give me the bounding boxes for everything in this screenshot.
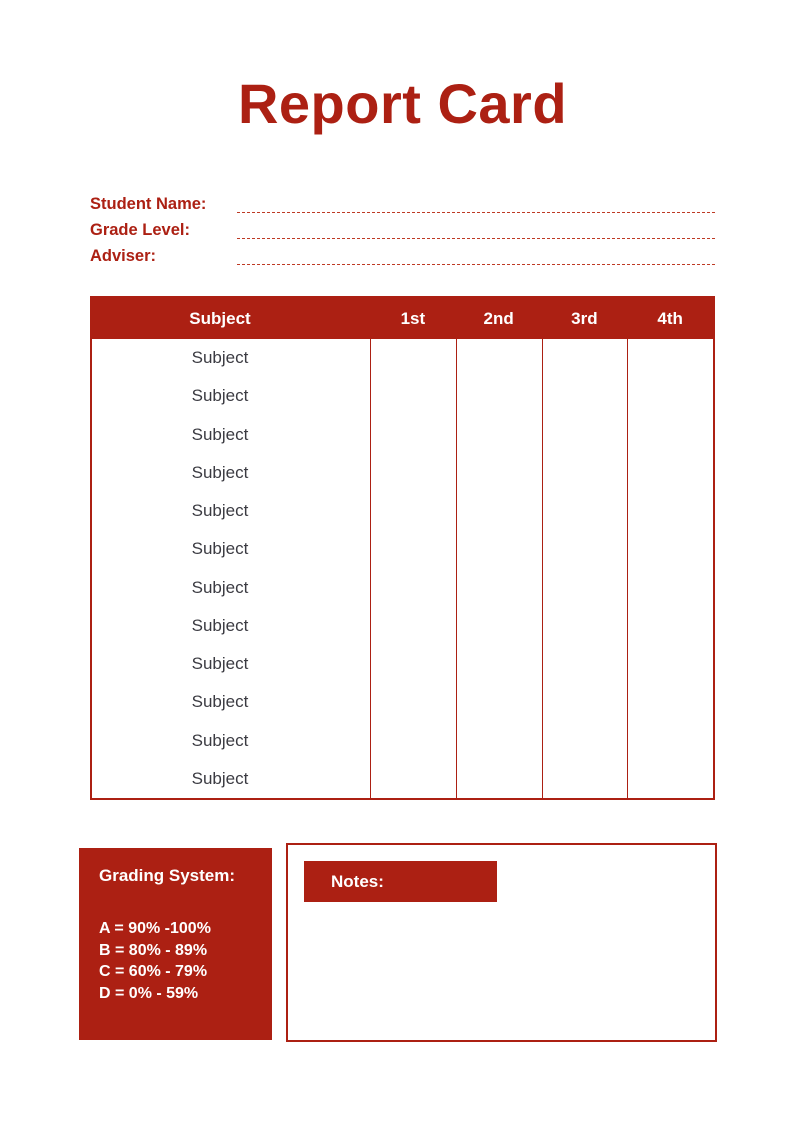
grade-cell-1st[interactable] — [370, 530, 456, 568]
table-row — [92, 377, 713, 415]
grade-scale-a: A = 90% -100% — [99, 920, 211, 937]
grade-cell-1st[interactable] — [370, 683, 456, 721]
subject-cell: Subject — [191, 348, 249, 368]
grade-cell-2nd[interactable] — [456, 416, 542, 454]
table-row — [92, 607, 713, 645]
grade-cell-3rd[interactable] — [542, 530, 628, 568]
grade-cell-4th[interactable] — [627, 569, 713, 607]
grade-cell-4th[interactable] — [627, 645, 713, 683]
grade-cell-3rd[interactable] — [542, 645, 628, 683]
subject-cell: Subject — [191, 768, 249, 788]
grade-cell-2nd[interactable] — [456, 645, 542, 683]
grade-cell-3rd[interactable] — [542, 722, 628, 760]
grading-system-box — [79, 848, 272, 1040]
grade-cell-3rd[interactable] — [542, 569, 628, 607]
grade-cell-2nd[interactable] — [456, 607, 542, 645]
subject-cell: Subject — [191, 424, 249, 444]
adviser-label: Adviser: — [90, 246, 157, 265]
subject-cell: Subject — [191, 692, 249, 712]
grade-cell-3rd[interactable] — [542, 339, 628, 377]
table-row — [92, 569, 713, 607]
grading-system-title: Grading System: — [99, 866, 236, 885]
grade-cell-1st[interactable] — [370, 760, 456, 798]
grade-cell-1st[interactable] — [370, 454, 456, 492]
table-row — [92, 645, 713, 683]
grade-cell-3rd[interactable] — [542, 607, 628, 645]
page-title: Report Card — [237, 72, 568, 135]
grade-level-field[interactable] — [237, 221, 715, 239]
table-row — [92, 454, 713, 492]
notes-box — [286, 843, 717, 1042]
subject-cell: Subject — [191, 386, 249, 406]
grade-scale-d: D = 0% - 59% — [99, 984, 199, 1002]
grades-table-body — [92, 339, 713, 798]
grade-cell-2nd[interactable] — [456, 492, 542, 530]
table-row — [92, 492, 713, 530]
subject-cell: Subject — [191, 615, 249, 635]
grade-scale-c: C = 60% - 79% — [99, 963, 208, 980]
table-row — [92, 530, 713, 568]
grade-cell-2nd[interactable] — [456, 454, 542, 492]
grade-cell-2nd[interactable] — [456, 760, 542, 798]
grade-cell-1st[interactable] — [370, 377, 456, 415]
column-header-subject: Subject — [189, 308, 251, 328]
grade-cell-1st[interactable] — [370, 607, 456, 645]
adviser-field[interactable] — [237, 247, 715, 265]
student-name-row — [90, 191, 715, 217]
grade-level-label: Grade Level: — [90, 220, 190, 239]
grade-cell-4th[interactable] — [627, 492, 713, 530]
subject-cell: Subject — [191, 539, 249, 559]
column-header-2nd: 2nd — [483, 308, 514, 328]
grade-cell-3rd[interactable] — [542, 416, 628, 454]
grade-cell-4th[interactable] — [627, 530, 713, 568]
table-row — [92, 722, 713, 760]
grade-cell-2nd[interactable] — [456, 569, 542, 607]
column-header-1st: 1st — [400, 308, 426, 328]
grade-cell-4th[interactable] — [627, 377, 713, 415]
subject-cell: Subject — [191, 730, 249, 750]
notes-label: Notes: — [304, 861, 497, 902]
grade-cell-3rd[interactable] — [542, 760, 628, 798]
adviser-row — [90, 243, 715, 269]
student-name-label: Student Name: — [90, 194, 207, 213]
table-row — [92, 339, 713, 377]
grades-table — [90, 296, 715, 800]
grade-cell-2nd[interactable] — [456, 683, 542, 721]
grade-cell-1st[interactable] — [370, 645, 456, 683]
subject-cell: Subject — [191, 577, 249, 597]
grade-cell-2nd[interactable] — [456, 722, 542, 760]
student-info-section — [90, 191, 715, 269]
grade-cell-1st[interactable] — [370, 569, 456, 607]
grade-scale-b: B = 80% - 89% — [99, 941, 208, 959]
column-header-3rd: 3rd — [571, 308, 598, 328]
subject-cell: Subject — [191, 462, 249, 482]
column-header-4th: 4th — [657, 308, 683, 328]
grade-cell-2nd[interactable] — [456, 377, 542, 415]
grade-cell-3rd[interactable] — [542, 683, 628, 721]
table-row — [92, 683, 713, 721]
grade-cell-2nd[interactable] — [456, 339, 542, 377]
student-name-field[interactable] — [237, 195, 715, 213]
grade-cell-2nd[interactable] — [456, 530, 542, 568]
subject-cell: Subject — [191, 654, 249, 674]
grade-cell-4th[interactable] — [627, 683, 713, 721]
grade-level-row — [90, 217, 715, 243]
grade-cell-3rd[interactable] — [542, 454, 628, 492]
grade-cell-4th[interactable] — [627, 339, 713, 377]
grade-cell-4th[interactable] — [627, 607, 713, 645]
subject-cell: Subject — [191, 501, 249, 521]
table-row — [92, 416, 713, 454]
grade-cell-4th[interactable] — [627, 760, 713, 798]
notes-content-area[interactable] — [304, 911, 699, 1030]
grade-cell-4th[interactable] — [627, 722, 713, 760]
table-row — [92, 760, 713, 798]
grade-cell-1st[interactable] — [370, 416, 456, 454]
grade-cell-4th[interactable] — [627, 416, 713, 454]
grade-cell-4th[interactable] — [627, 454, 713, 492]
grade-cell-1st[interactable] — [370, 339, 456, 377]
grade-cell-1st[interactable] — [370, 722, 456, 760]
grade-cell-3rd[interactable] — [542, 492, 628, 530]
grade-cell-1st[interactable] — [370, 492, 456, 530]
grades-table-header — [92, 298, 713, 339]
grade-cell-3rd[interactable] — [542, 377, 628, 415]
